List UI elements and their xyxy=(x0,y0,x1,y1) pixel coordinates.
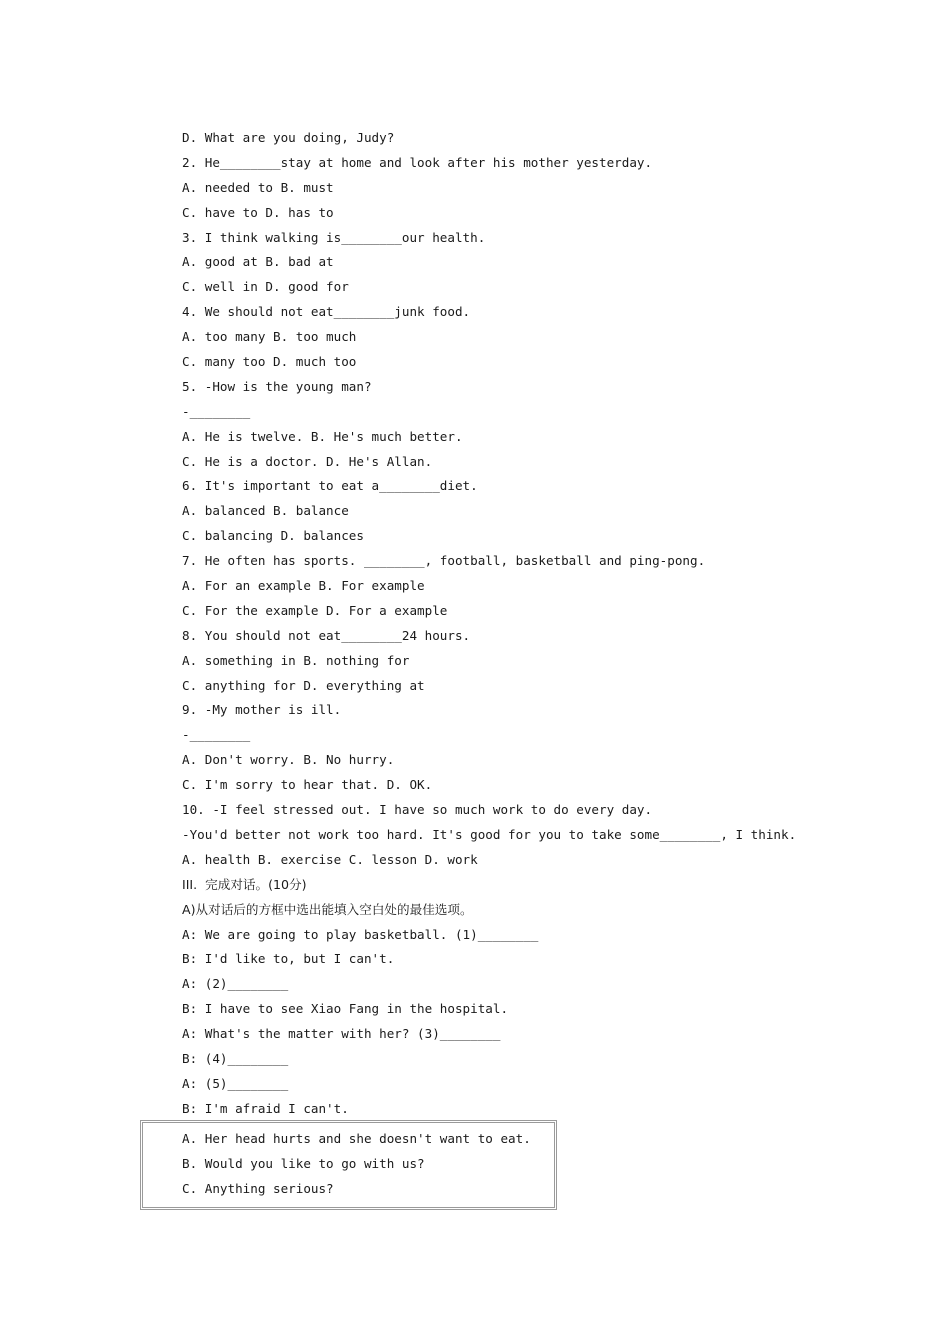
question-8: 8. You should not eat________24 hours. xyxy=(182,627,471,643)
options-line: A. good at B. bad at xyxy=(182,254,334,270)
options-line: C. well in D. good for xyxy=(182,279,349,295)
options-line: A. needed to B. must xyxy=(182,179,334,195)
answer-blank: -________ xyxy=(182,727,251,743)
options-line: A. health B. exercise C. lesson D. work xyxy=(182,851,478,867)
options-line: C. balancing D. balances xyxy=(182,528,364,544)
question-3: 3. I think walking is________our health. xyxy=(182,229,486,245)
dialogue-line: A: (5)________ xyxy=(182,1075,289,1091)
options-line: A. He is twelve. B. He's much better. xyxy=(182,428,463,444)
options-line: A. something in B. nothing for xyxy=(182,652,410,668)
section-heading: III. 完成对话。(10分) xyxy=(182,876,307,892)
section-instruction: A)从对话后的方框中选出能填入空白处的最佳选项。 xyxy=(182,901,473,917)
options-line: C. have to D. has to xyxy=(182,204,334,220)
answer-options-box xyxy=(140,1120,557,1210)
question-10-response: -You'd better not work too hard. It's good for you to take some________, I think. xyxy=(182,826,797,842)
options-line: A. too many B. too much xyxy=(182,329,357,345)
dialogue-line: B: (4)________ xyxy=(182,1050,289,1066)
dialogue-line: B: I have to see Xiao Fang in the hospital. xyxy=(182,1001,509,1017)
options-line: C. anything for D. everything at xyxy=(182,677,425,693)
box-option: B. Would you like to go with us? xyxy=(182,1155,425,1171)
options-line: C. He is a doctor. D. He's Allan. xyxy=(182,453,433,469)
question-5: 5. -How is the young man? xyxy=(182,378,372,394)
question-2: 2. He________stay at home and look after his mother yesterday. xyxy=(182,154,653,170)
question-4: 4. We should not eat________junk food. xyxy=(182,304,471,320)
options-line: C. many too D. much too xyxy=(182,354,357,370)
question-9: 9. -My mother is ill. xyxy=(182,702,342,718)
answer-blank: -________ xyxy=(182,403,251,419)
dialogue-line: A: We are going to play basketball. (1)________ xyxy=(182,926,539,942)
dialogue-line: B: I'd like to, but I can't. xyxy=(182,951,395,967)
dialogue-line: B: I'm afraid I can't. xyxy=(182,1100,349,1116)
options-line: A. For an example B. For example xyxy=(182,578,425,594)
question-10: 10. -I feel stressed out. I have so much work to do every day. xyxy=(182,802,653,818)
dialogue-line: A: (2)________ xyxy=(182,976,289,992)
options-line: A. balanced B. balance xyxy=(182,503,349,519)
question-7: 7. He often has sports. ________, football, basketball and ping-pong. xyxy=(182,553,706,569)
options-line: C. For the example D. For a example xyxy=(182,602,448,618)
options-line: C. I'm sorry to hear that. D. OK. xyxy=(182,777,433,793)
text-line: D. What are you doing, Judy? xyxy=(182,130,395,145)
box-option: A. Her head hurts and she doesn't want to eat. xyxy=(182,1131,531,1146)
dialogue-line: A: What's the matter with her? (3)________ xyxy=(182,1026,501,1042)
box-option: C. Anything serious? xyxy=(182,1180,334,1196)
options-line: A. Don't worry. B. No hurry. xyxy=(182,752,395,768)
document-body xyxy=(182,126,882,1122)
question-6: 6. It's important to eat a________diet. xyxy=(182,478,478,494)
